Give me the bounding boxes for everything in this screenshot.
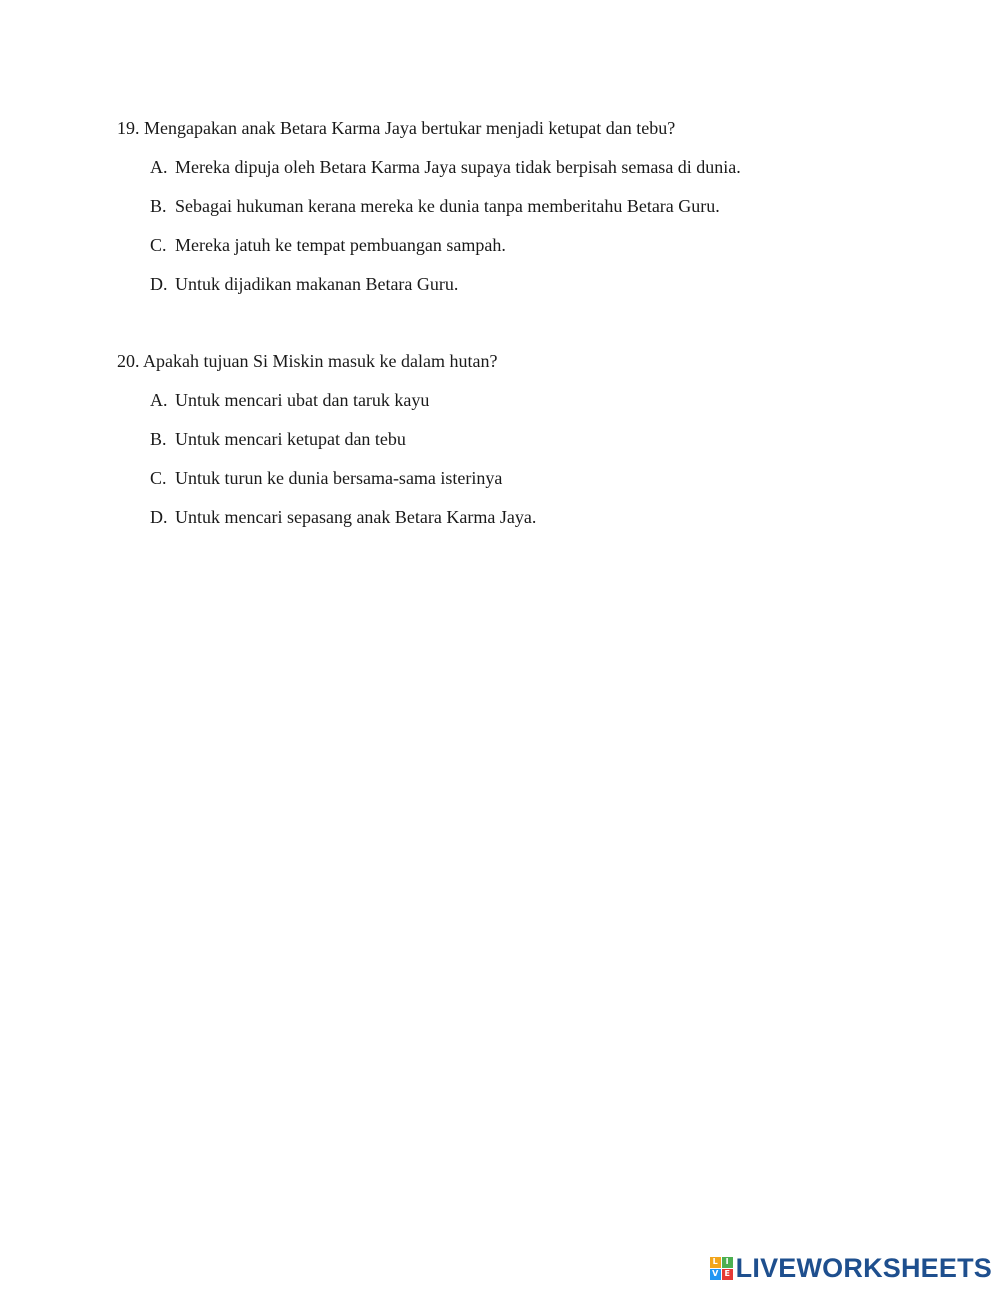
- question-20: [117, 350, 957, 528]
- option-a[interactable]: [117, 389, 957, 411]
- option-text: Untuk mencari ketupat dan tebu: [175, 429, 406, 449]
- option-text: Mereka dipuja oleh Betara Karma Jaya supaya tidak berpisah semasa di dunia.: [175, 157, 741, 177]
- option-text: Untuk turun ke dunia bersama-sama isterinya: [175, 468, 503, 488]
- question-text: Mengapakan anak Betara Karma Jaya bertukar menjadi ketupat dan tebu?: [144, 118, 676, 138]
- logo-cell: I: [722, 1257, 733, 1268]
- option-b[interactable]: [117, 428, 957, 450]
- option-letter: C.: [150, 468, 167, 488]
- option-text: Untuk mencari sepasang anak Betara Karma Jaya.: [175, 507, 537, 527]
- option-letter: B.: [150, 196, 167, 216]
- logo-cell: E: [722, 1269, 733, 1280]
- option-b[interactable]: [117, 195, 957, 217]
- option-letter: C.: [150, 235, 167, 255]
- question-19: [117, 117, 957, 295]
- option-letter: D.: [150, 507, 168, 527]
- option-letter: D.: [150, 274, 168, 294]
- question-stem: [117, 117, 957, 139]
- option-text: Untuk dijadikan makanan Betara Guru.: [175, 274, 459, 294]
- option-letter: A.: [150, 390, 168, 410]
- option-c[interactable]: [117, 234, 957, 256]
- option-text: Mereka jatuh ke tempat pembuangan sampah.: [175, 235, 506, 255]
- logo-cell: V: [710, 1269, 721, 1280]
- logo-mark-icon: [710, 1257, 733, 1280]
- option-c[interactable]: [117, 467, 957, 489]
- question-number: 20.: [117, 351, 140, 371]
- option-d[interactable]: [117, 506, 957, 528]
- option-a[interactable]: [117, 156, 957, 178]
- logo-cell: L: [710, 1257, 721, 1268]
- question-text: Apakah tujuan Si Miskin masuk ke dalam hutan?: [143, 351, 498, 371]
- option-letter: A.: [150, 157, 168, 177]
- option-d[interactable]: [117, 273, 957, 295]
- option-text: Sebagai hukuman kerana mereka ke dunia tanpa memberitahu Betara Guru.: [175, 196, 720, 216]
- question-number: 19.: [117, 118, 140, 138]
- liveworksheets-logo[interactable]: [710, 1253, 992, 1283]
- option-letter: B.: [150, 429, 167, 449]
- option-text: Untuk mencari ubat dan taruk kayu: [175, 390, 430, 410]
- logo-text: LIVEWORKSHEETS: [735, 1252, 992, 1283]
- question-stem: [117, 350, 957, 372]
